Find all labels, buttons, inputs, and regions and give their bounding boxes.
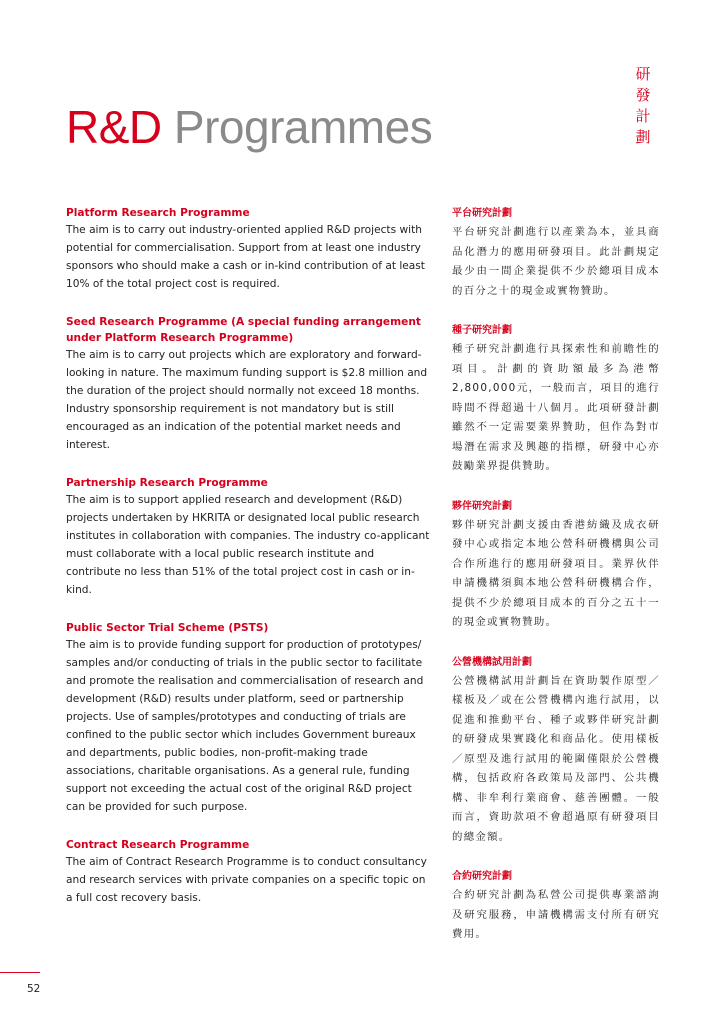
page-title-accent: R&D [66, 101, 162, 153]
section-body: 種子研究計劃進行具探索性和前瞻性的項目。計劃的資助額最多為港幣2,800,000元，一般而言，項目的進行時間不得超過十八個月。此項研發計劃雖然不一定需要業界贊助，但作為對市場潛在需求及興趣的指標，研發中心亦鼓勵業界提供贊助。 [452, 343, 660, 472]
section-heading: Partnership Research Programme [66, 477, 268, 489]
vertical-chinese-title [632, 64, 654, 148]
section-body: 合約研究計劃為私營公司提供專業諮詢及研究服務，申請機構需支付所有研究費用。 [452, 889, 660, 940]
page-title-main: Programmes [173, 101, 433, 153]
section-heading: 平台研究計劃 [452, 208, 512, 219]
vertical-title-char: 發 [635, 86, 651, 104]
section-public-sector-trial-zh [452, 654, 660, 848]
section-heading: Public Sector Trial Scheme (PSTS) [66, 622, 269, 634]
vertical-title-char: 劃 [635, 128, 651, 146]
section-heading: 公營機構試用計劃 [452, 656, 532, 668]
section-heading: Platform Research Programme [66, 207, 250, 219]
page-title [66, 100, 432, 154]
section-contract-research-zh [452, 868, 660, 945]
section-body: 公營機構試用計劃旨在資助製作原型／樣板及／或在公營機構內進行試用，以促進和推動平台、種子或夥伴研究計劃的研發成果實踐化和商品化。使用樣板／原型及進行試用的範圍僅限於公營機構，包括政府各政策局及部門、公共機構、非牟利行業商會、慈善團體。一般而言，資助款項不會超過原有研發項目的總金額。 [452, 674, 660, 843]
footer-divider [0, 972, 40, 973]
section-heading: 夥伴研究計劃 [452, 500, 512, 512]
section-partnership-research-zh [452, 498, 660, 633]
english-column [66, 205, 431, 928]
vertical-title-char: 研 [635, 65, 651, 83]
section-heading: Contract Research Programme [66, 839, 250, 851]
page-number: 52 [27, 983, 41, 995]
section-heading: 合約研究計劃 [452, 871, 512, 882]
section-platform-research-zh [452, 205, 660, 301]
section-seed-research [66, 314, 431, 454]
section-body: The aim is to carry out industry-oriented applied R&D projects with potential for commercialisation. Support from at least one industry sponsors who should make a cash or in-kind contribution of at least 10% of the total project cost is required. [66, 224, 425, 290]
section-public-sector-trial [66, 620, 431, 816]
section-partnership-research [66, 475, 431, 599]
section-body: The aim is to carry out projects which are exploratory and forward-looking in nature. The maximum funding support is $2.8 million and the duration of the project should normally not exceed 18 months. Industry sponsorship requirement is not mandatory but is still encouraged as an indication of the potential market needs and interest. [66, 349, 428, 451]
chinese-column [452, 205, 660, 966]
section-body: The aim is to support applied research and development (R&D) projects undertaken by HKRITA or designated local public research institutes in collaboration with companies. The industry co-applicant must collaborate with a local public research institute and contribute no less than 51% of the total project cost in cash or in-kind. [66, 494, 430, 596]
section-seed-research-zh [452, 322, 660, 477]
section-body: 平台研究計劃進行以產業為本，並具商品化潛力的應用研發項目。此計劃規定最少由一間企業提供不少於總項目成本的百分之十的現金或實物贊助。 [452, 226, 660, 297]
section-platform-research [66, 205, 431, 293]
section-body: 夥伴研究計劃支援由香港紡織及成衣研發中心或指定本地公營科研機構與公司合作所進行的應用研發項目。業界伙伴申請機構須與本地公營科研機構合作，提供不少於總項目成本的百分之五十一的現金或實物贊助。 [452, 518, 660, 628]
vertical-title-char: 計 [635, 107, 651, 125]
section-body: The aim of Contract Research Programme is to conduct consultancy and research services with private companies on a specific topic on a full cost recovery basis. [66, 856, 427, 904]
section-body: The aim is to provide funding support for production of prototypes/ samples and/or conducting of trials in the public sector to facilitate and promote the realisation and commercialisation of research and development (R&D) results under platform, seed or partnership projects. Use of samples/prototypes and conducting of trials are confined to the public sector which includes Government bureaux and departments, public bodies, non-profit-making trade associations, charitable organisations. As a general rule, funding support not exceeding the actual cost of the original R&D project can be provided for such purpose. [66, 639, 424, 813]
section-contract-research [66, 837, 431, 907]
section-heading: 種子研究計劃 [452, 325, 512, 336]
section-heading: Seed Research Programme (A special funding arrangement under Platform Research Programme) [66, 316, 421, 344]
